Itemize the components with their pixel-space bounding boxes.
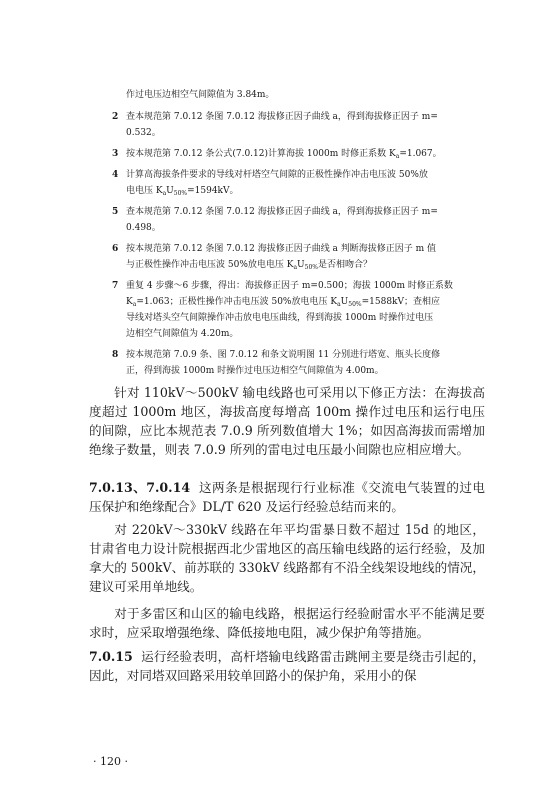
item4-line2: 电电压 $K_aU_{50\%}=1594kV$。 bbox=[126, 186, 239, 197]
paragraph-lightning-areas: 对于多雷区和山区的输电线路，根据运行经验耐雷水平不能满足要求时，应采取增强绝缘、降低接地电阻，减少保护角等措施。 bbox=[89, 606, 485, 640]
item8-number: 8 bbox=[112, 350, 119, 360]
item7-line4: 边相空气间隙值为 4.20m。 bbox=[126, 329, 239, 339]
item4-number: 4 bbox=[112, 170, 119, 180]
page-number: · 120 · bbox=[93, 755, 128, 768]
item6-line1: 按本规范第 7.0.12 条图 7.0.12 海拔修正因子曲线 a 判断海拔修正因子 m 值 bbox=[126, 244, 437, 254]
section-number: 7.0.13、7.0.14 bbox=[89, 480, 191, 495]
item2-line1: 查本规范第 7.0.12 条图 7.0.12 海拔修正因子曲线 a，得到海拔修正因子 m= bbox=[126, 112, 438, 122]
item8-line2: 正，得到海拔 1000m 时操作过电压边相空气间隙值为 4.00m。 bbox=[126, 366, 384, 376]
item7-number: 7 bbox=[112, 281, 119, 291]
paragraph-single-ground-wire: 对 220kV～330kV 线路在年平均雷暴日数不超过 15d 的地区，甘肃省电力设计院根据西北少雷地区的高压输电线路的运行经验，及加拿大的 500kV、前苏联的 330kV 线路都有不沿全线架设地线的情况，建议可采用单地线。 bbox=[89, 522, 485, 594]
item5-line1: 查本规范第 7.0.12 条图 7.0.12 海拔修正因子曲线 a，得到海拔修正因子 m= bbox=[126, 207, 438, 217]
paragraph-7-0-15: 7.0.15 运行经验表明，高杆塔输电线路雷击跳闸主要是绕击引起的，因此，对同塔双回路采用较单回路小的保护角，采用小的保 bbox=[89, 649, 486, 683]
item7-line1: 重复 4 步骤～6 步骤，得出：海拔修正因子 m=0.500；海拔 1000m 时修正系数 bbox=[126, 281, 453, 291]
item2-line2: 0.532。 bbox=[126, 128, 161, 138]
item6-number: 6 bbox=[112, 244, 119, 254]
item6-line2: 与正极性操作冲击电压波 50%放电电压 $K_aU_{50\%}$是否相吻合？ bbox=[126, 260, 372, 271]
item2-number: 2 bbox=[112, 112, 119, 122]
item7-line3: 导线对塔头空气间隙操作冲击放电电压曲线，得到海拔 1000m 时操作过电压 bbox=[126, 313, 434, 323]
item5-number: 5 bbox=[112, 207, 119, 217]
item1-tail: 作过电压边相空气间隙值为 3.84m。 bbox=[126, 90, 275, 100]
item3-line1: 按本规范第 7.0.12 条公式(7.0.12)计算海拔 1000m 时修正系数 $K_a=1.067$。 bbox=[126, 149, 442, 160]
item8-line1: 按本规范第 7.0.9 条、图 7.0.12 和条文说明图 11 分别进行塔宽、瓶头长度修 bbox=[126, 350, 441, 360]
paragraph-7-0-13: 7.0.13、7.0.14 这两条是根据现行行业标准《交流电气装置的过电压保护和绝缘配合》DL/T 620 及运行经验总结而来的。 bbox=[89, 480, 486, 514]
item4-line1: 计算高海拔条件要求的导线对杆塔空气间隙的正极性操作冲击电压波 50%放 bbox=[126, 170, 428, 180]
item7-line2: $K_a=1.063$；正极性操作冲击电压波 50%放电电压 $K_aU_{50\%}=1588kV$；查相应 bbox=[126, 297, 440, 308]
paragraph-correction-method: 针对 110kV～500kV 输电线路也可采用以下修正方法：在海拔高度超过 1000m 地区，海拔高度每增高 100m 操作过电压和运行电压的间隙，应比本规范表 7.0.9 所列数值增大 1%；如因高海拔而需增加绝缘子数量，则表 7.0.9 所列的雷电过电压最小间隙也应相应增大。 bbox=[89, 385, 485, 457]
item3-number: 3 bbox=[112, 149, 119, 159]
section-number: 7.0.15 bbox=[89, 649, 133, 664]
item5-line2: 0.498。 bbox=[126, 223, 161, 233]
